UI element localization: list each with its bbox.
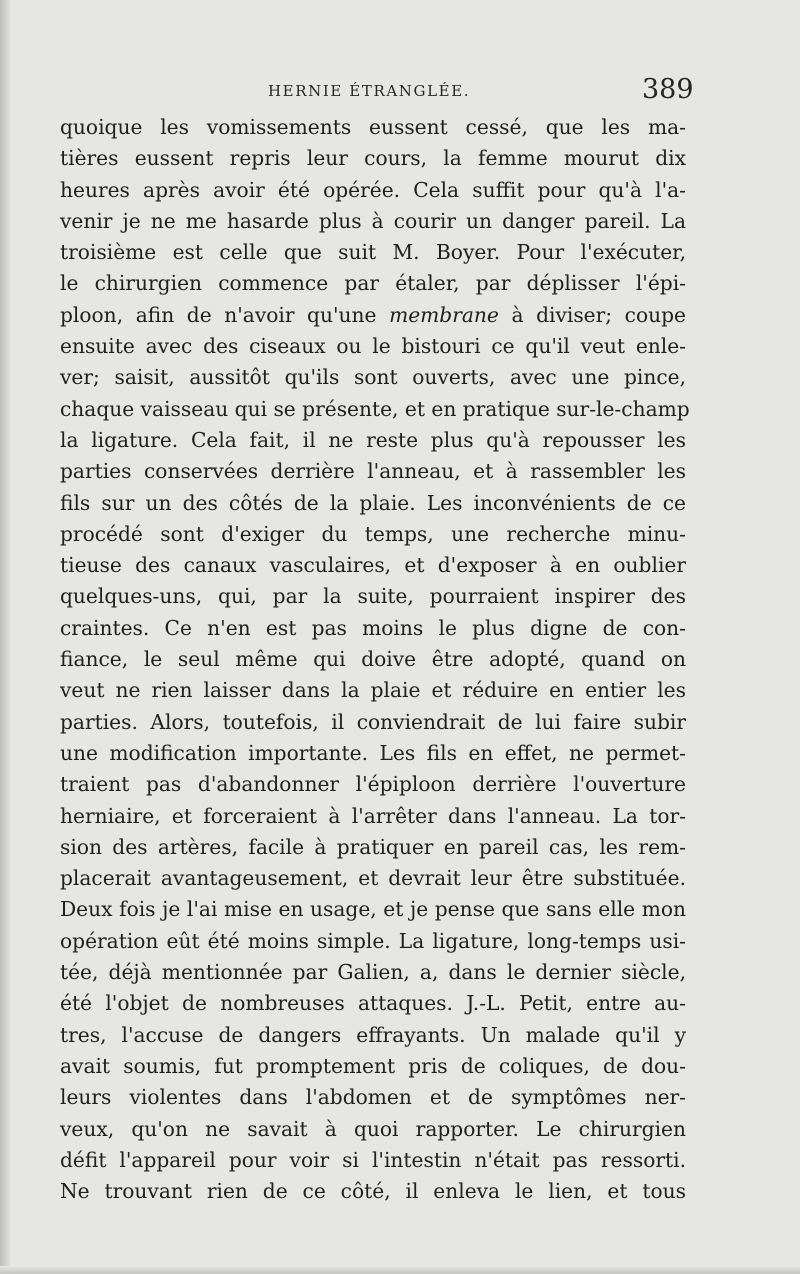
text-line: sion des artères, facile à pratiquer en pareil cas, les rem- <box>60 834 686 859</box>
text-line: veux, qu'on ne savait à quoi rapporter. Le chirurgien <box>60 1116 686 1141</box>
text-segment: à diviser; coupe <box>498 302 686 327</box>
text-segment: ploon, afin de n'avoir qu'une <box>60 302 390 327</box>
italic-word: membrane <box>389 302 499 327</box>
running-title: HERNIE ÉTRANGLÉE. <box>268 82 471 100</box>
text-line: le chirurgien commence par étaler, par déplisser l'épi- <box>60 271 686 296</box>
text-line: fils sur un des côtés de la plaie. Les inconvénients de ce <box>60 490 686 515</box>
text-line: heures après avoir été opérée. Cela suffit pour qu'à l'a- <box>60 177 686 202</box>
body-text <box>60 112 690 1207</box>
text-line: quoique les vomissements eussent cessé, que les ma- <box>60 115 686 139</box>
text-line: Ne trouvant rien de ce côté, il enleva le lien, et tous <box>60 1179 686 1204</box>
text-line: tres, l'accuse de dangers effrayants. Un malade qu'il y <box>60 1022 686 1047</box>
text-line: leurs violentes dans l'abdomen et de symptômes ner- <box>60 1085 686 1110</box>
text-line: une modification importante. Les fils en effet, ne permet- <box>60 740 686 765</box>
text-line <box>60 300 686 331</box>
text-line: craintes. Ce n'en est pas moins le plus digne de con- <box>60 615 686 640</box>
text-line: tières eussent repris leur cours, la femme mourut dix <box>60 146 686 171</box>
text-line: herniaire, et forceraient à l'arrêter dans l'anneau. La tor- <box>60 803 686 828</box>
text-line: Deux fois je l'ai mise en usage, et je pense que sans elle mon <box>60 897 686 922</box>
text-line: chaque vaisseau qui se présente, et en pratique sur-le-champ <box>60 396 690 421</box>
text-line: tieuse des canaux vasculaires, et d'exposer à en oublier <box>60 553 686 578</box>
text-line: venir je ne me hasarde plus à courir un danger pareil. La <box>60 208 686 233</box>
text-line: parties. Alors, toutefois, il conviendrait de lui faire subir <box>60 709 686 734</box>
page-left-shadow <box>0 0 10 1274</box>
text-line: traient pas d'abandonner l'épiploon derrière l'ouverture <box>60 772 686 797</box>
text-line: quelques-uns, qui, par la suite, pourraient inspirer des <box>60 584 686 609</box>
text-line: été l'objet de nombreuses attaques. J.-L. Petit, entre au- <box>60 991 686 1016</box>
text-line: ver; saisit, aussitôt qu'ils sont ouverts, avec une pince, <box>60 365 686 390</box>
text-line: ensuite avec des ciseaux ou le bistouri ce qu'il veut enle- <box>60 334 686 359</box>
text-line: la ligature. Cela fait, il ne reste plus qu'à repousser les <box>60 427 686 452</box>
page-bottom-shadow <box>0 1266 800 1274</box>
text-line: veut ne rien laisser dans la plaie et réduire en entier les <box>60 678 686 703</box>
text-line: défit l'appareil pour voir si l'intestin n'était pas ressorti. <box>60 1147 686 1172</box>
text-line: procédé sont d'exiger du temps, une recherche minu- <box>60 521 686 546</box>
text-line: parties conservées derrière l'anneau, et à rassembler les <box>60 459 686 484</box>
text-line: troisième est celle que suit M. Boyer. Pour l'exécuter, <box>60 240 686 265</box>
text-line: tée, déjà mentionnée par Galien, a, dans le dernier siècle, <box>60 960 686 985</box>
page-number: 389 <box>642 74 694 105</box>
text-line: placerait avantageusement, et devrait leur être substituée. <box>60 866 686 891</box>
running-head <box>0 74 800 104</box>
text-line: fiance, le seul même qui doive être adopté, quand on <box>60 647 686 672</box>
text-line: opération eût été moins simple. La ligature, long-temps usi- <box>60 928 686 953</box>
text-line: avait soumis, fut promptement pris de coliques, de dou- <box>60 1053 686 1078</box>
